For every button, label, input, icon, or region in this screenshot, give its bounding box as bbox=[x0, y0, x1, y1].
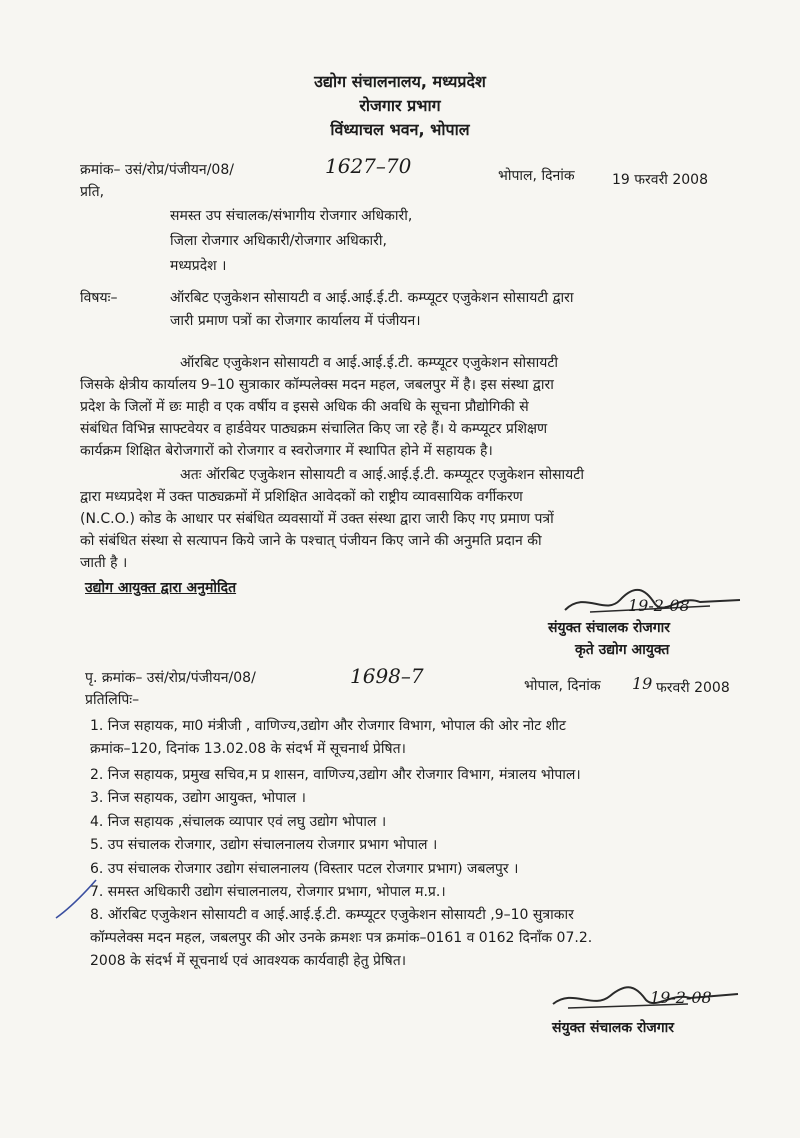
copy-item: 2. निज सहायक, प्रमुख सचिव,म प्र शासन, वाणिज्य,उद्योग और रोजगार विभाग, मंत्रालय भोपाल। bbox=[90, 767, 581, 783]
recipient-line-3: मध्यप्रदेश । bbox=[170, 258, 227, 274]
building-heading: विंध्याचल भवन, भोपाल bbox=[330, 120, 470, 139]
signatory-1-subtitle: कृते उद्योग आयुक्त bbox=[575, 642, 670, 658]
ref-number-handwritten: 1627–70 bbox=[325, 154, 412, 178]
endorsement-ref-handwritten: 1698–7 bbox=[350, 664, 424, 688]
body2-line: को संबंधित संस्था से सत्यापन किये जाने के पश्चात् पंजीयन किए जाने की अनुमति प्रदान की bbox=[80, 533, 542, 549]
copy-item: 3. निज सहायक, उद्योग आयुक्त, भोपाल । bbox=[90, 790, 306, 806]
body2-line: द्वारा मध्यप्रदेश में उक्त पाठ्यक्रमों में प्रशिक्षित आवेदकों को राष्ट्रीय व्यावसायिक वर्गीकरण bbox=[80, 489, 523, 505]
signature-1-date: 19-2-08 bbox=[628, 596, 690, 615]
body1-line: कार्यक्रम शिक्षित बेरोजगारों को रोजगार व स्वरोजगार में स्थापित होने में सहायक है। bbox=[80, 443, 493, 459]
endorsement-day: 19 bbox=[632, 674, 653, 693]
body2-line: अतः ऑरबिट एजुकेशन सोसायटी व आई.आई.ई.टी. कम्प्यूटर एजुकेशन सोसायटी bbox=[180, 467, 584, 483]
signatory-1-title: संयुक्त संचालक रोजगार bbox=[548, 620, 671, 636]
subject-line-1: ऑरबिट एजुकेशन सोसायटी व आई.आई.ई.टी. कम्प्यूटर एजुकेशन सोसायटी द्वारा bbox=[170, 290, 574, 306]
endorsement-ref-label: पृ. क्रमांक– उसं/रोप्र/पंजीयन/08/ bbox=[85, 670, 256, 686]
copy-item: 4. निज सहायक ,संचालक व्यापार एवं लघु उद्योग भोपाल । bbox=[90, 814, 387, 830]
body-paragraph-2 bbox=[80, 464, 750, 574]
org-heading: उद्योग संचालनालय, मध्यप्रदेश bbox=[314, 72, 486, 91]
body1-line: संबंधित विभिन्न साफ्टवेयर व हार्डवेयर पाठ्यक्रम संचालित किए जा रहे हैं। ये कम्प्यूटर प्रशिक्षण bbox=[80, 421, 548, 437]
copy-item: क्रमांक–120, दिनांक 13.02.08 के संदर्भ में सूचनार्थ प्रेषित। bbox=[90, 741, 406, 757]
copy-item: 1. निज सहायक, मा0 मंत्रीजी , वाणिज्य,उद्योग और रोजगार विभाग, भोपाल की ओर नोट शीट bbox=[90, 718, 566, 734]
letter-date: 19 फरवरी 2008 bbox=[612, 172, 708, 188]
prati-label: प्रति, bbox=[80, 184, 105, 200]
body1-line: ऑरबिट एजुकेशन सोसायटी व आई.आई.ई.टी. कम्प्यूटर एजुकेशन सोसायटी bbox=[180, 355, 559, 371]
body2-line: (N.C.O.) कोड के आधार पर संबंधित व्यवसायों में उक्त संस्था द्वारा जारी किए गए प्रमाण पत्रों bbox=[80, 511, 554, 527]
signature-2-scribble bbox=[548, 978, 748, 1018]
copy-item: कॉम्पलेक्स मदन महल, जबलपुर की ओर उनके क्रमशः पत्र क्रमांक–0161 व 0162 दिनाँक 07.2. bbox=[90, 930, 593, 946]
signatory-2-title: संयुक्त संचालक रोजगार bbox=[552, 1020, 675, 1036]
recipient-line-1: समस्त उप संचालक/संभागीय रोजगार अधिकारी, bbox=[170, 208, 413, 224]
copy-item: 5. उप संचालक रोजगार, उद्योग संचालनालय रोजगार प्रभाग भोपाल । bbox=[90, 837, 438, 853]
copy-label: प्रतिलिपिः– bbox=[85, 692, 140, 708]
body1-line: प्रदेश के जिलों में छः माही व एक वर्षीय व इससे अधिक की अवधि के सूचना प्रौद्योगिकी से bbox=[80, 399, 529, 415]
body-paragraph-1 bbox=[80, 352, 750, 462]
place-date-label: भोपाल, दिनांक bbox=[498, 168, 575, 184]
division-heading: रोजगार प्रभाग bbox=[359, 96, 441, 115]
copy-item: 2008 के संदर्भ में सूचनार्थ एवं आवश्यक कार्यवाही हेतु प्रेषित। bbox=[90, 953, 407, 969]
signature-2-date: 19-2-08 bbox=[650, 988, 712, 1007]
ref-number-label: क्रमांक– उसं/रोप्र/पंजीयन/08/ bbox=[80, 162, 234, 178]
copy-item: 8. ऑरबिट एजुकेशन सोसायटी व आई.आई.ई.टी. कम्प्यूटर एजुकेशन सोसायटी ,9–10 सुत्राकार bbox=[90, 907, 574, 923]
body2-line: जाती है । bbox=[80, 555, 128, 571]
body1-line: जिसके क्षेत्रीय कार्यालय 9–10 सुत्राकार कॉम्पलेक्स मदन महल, जबलपुर में है। इस संस्था द्वारा bbox=[80, 377, 554, 393]
copy-item: 6. उप संचालक रोजगार उद्योग संचालनालय (विस्तार पटल रोजगार प्रभाग) जबलपुर । bbox=[90, 861, 519, 877]
recipient-line-2: जिला रोजगार अधिकारी/रोजगार अधिकारी, bbox=[170, 233, 387, 249]
endorsement-place-date-label: भोपाल, दिनांक bbox=[524, 678, 601, 694]
copy-item: 7. समस्त अधिकारी उद्योग संचालनालय, रोजगार प्रभाग, भोपाल म.प्र.। bbox=[90, 884, 446, 900]
approval-note: उद्योग आयुक्त द्वारा अनुमोदित bbox=[85, 580, 237, 596]
pen-tick-mark bbox=[52, 874, 102, 924]
subject-label: विषयः– bbox=[80, 290, 118, 306]
endorsement-date: फरवरी 2008 bbox=[656, 680, 730, 696]
subject-line-2: जारी प्रमाण पत्रों का रोजगार कार्यालय में पंजीयन। bbox=[170, 313, 421, 329]
